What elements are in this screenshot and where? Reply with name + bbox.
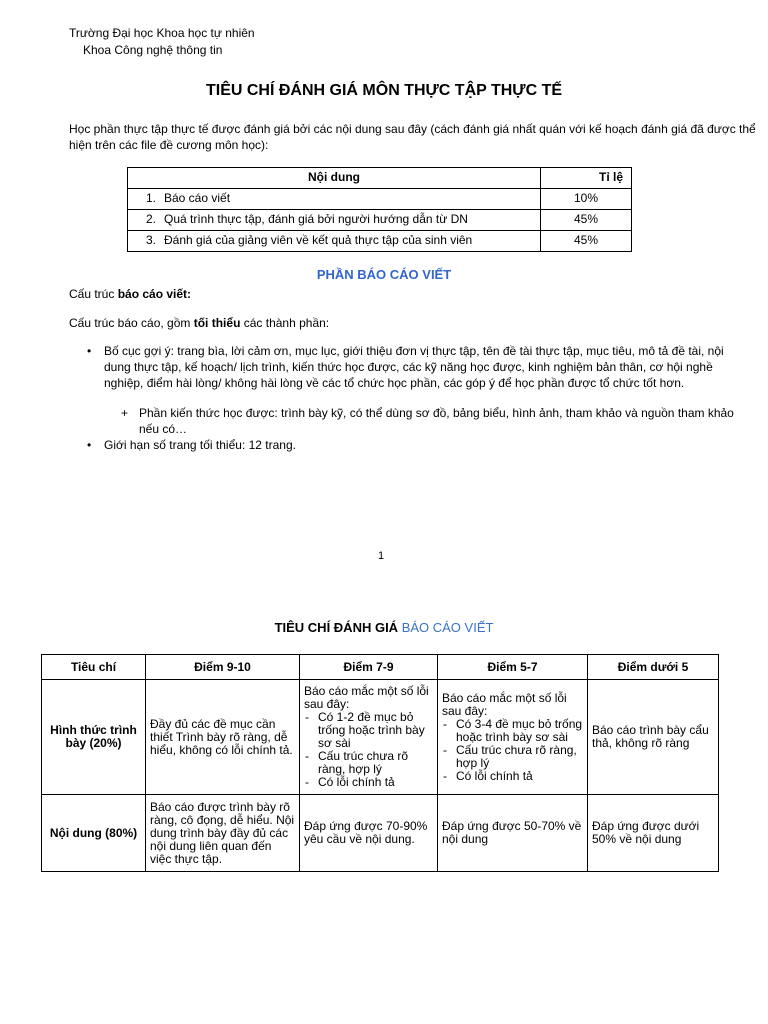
plus-marker: +	[121, 406, 129, 420]
table-row	[128, 189, 632, 210]
error-list	[442, 718, 583, 783]
list-item: - Có lỗi chính tả	[442, 770, 583, 783]
row-number: 1.	[146, 191, 157, 205]
header-score-below-5: Điểm dưới 5	[588, 655, 719, 680]
structure-label-prefix: Cấu trúc	[69, 287, 118, 301]
bullet-list-2	[69, 437, 731, 453]
format-score-5-7	[438, 680, 588, 795]
structure-label-bold: báo cáo viết:	[117, 287, 192, 301]
header-criterion: Tiêu chí	[42, 655, 146, 680]
structure-line-suffix: các thành phần:	[240, 316, 330, 330]
content-score-7-9: Đáp ứng được 70-90% yêu cầu về nội dung.	[300, 795, 438, 872]
weights-table	[127, 167, 632, 252]
weights-header-ratio: Tỉ lệ	[541, 168, 632, 189]
list-item: • Bố cục gợi ý: trang bìa, lời cảm ơn, mục lục, giới thiệu đơn vị thực tập, tên đề tài thực tập, mục tiêu, mô tả đề tài, nội dung thực tập, kế hoạch/ lịch trình, kiến thức học được, các kỹ năng học được, kinh nghiệm bản thân, cơ hội nghề nghiệp, điểm hài lòng/ không hài lòng về các tổ chức học phần, các góp ý để học phần được tổ chức tốt hơn.	[69, 343, 731, 391]
criterion-format: Hình thức trình bày (20%)	[42, 680, 146, 795]
weights-cell-content	[128, 210, 541, 231]
bullet-list	[69, 343, 731, 391]
table-row	[128, 231, 632, 252]
structure-line-bold: tối thiểu	[193, 316, 241, 330]
row-content: Quá trình thực tập, đánh giá bởi người hướng dẫn từ DN	[164, 212, 468, 226]
weights-cell-ratio: 10%	[541, 189, 632, 210]
list-item: - Cấu trúc chưa rõ ràng, hợp lý	[442, 744, 583, 770]
content-score-5-7: Đáp ứng được 50-70% về nội dung	[438, 795, 588, 872]
table-row	[42, 680, 719, 795]
weights-cell-content	[128, 231, 541, 252]
weights-cell-ratio: 45%	[541, 231, 632, 252]
sub-bullet	[121, 405, 749, 437]
header-score-9-10: Điểm 9-10	[146, 655, 300, 680]
structure-label	[69, 286, 191, 302]
criteria-header-row	[42, 655, 719, 680]
list-item: - Cấu trúc chưa rõ ràng, hợp lý	[304, 750, 433, 776]
weights-cell-ratio: 45%	[541, 210, 632, 231]
criteria-title	[0, 620, 768, 635]
criteria-title-black: TIÊU CHÍ ĐÁNH GIÁ	[274, 620, 402, 635]
structure-line	[69, 315, 329, 331]
sub-bullet-text: Phần kiến thức học được: trình bày kỹ, có thể dùng sơ đồ, bảng biểu, hình ảnh, tham khảo và nguồn tham khảo nếu có…	[139, 406, 734, 436]
header-score-7-9: Điểm 7-9	[300, 655, 438, 680]
list-item: - Có 3-4 đề mục bỏ trống hoặc trình bày sơ sài	[442, 718, 583, 744]
format-score-below-5: Báo cáo trình bày cẩu thả, không rõ ràng	[588, 680, 719, 795]
table-row	[42, 795, 719, 872]
criterion-content: Nội dung (80%)	[42, 795, 146, 872]
header-score-5-7: Điểm 5-7	[438, 655, 588, 680]
row-content: Đánh giá của giảng viên về kết quả thực tập của sinh viên	[164, 233, 473, 247]
list-item: - Có 1-2 đề mục bỏ trống hoặc trình bày sơ sài	[304, 711, 433, 750]
weights-header-row	[128, 168, 632, 189]
content-score-below-5: Đáp ứng được dưới 50% về nội dung	[588, 795, 719, 872]
row-content: Báo cáo viết	[164, 191, 231, 205]
structure-line-prefix: Cấu trúc báo cáo, gồm	[69, 316, 194, 330]
weights-cell-content	[128, 189, 541, 210]
cell-intro: Báo cáo mắc một số lỗi sau đây:	[304, 684, 429, 711]
row-number: 2.	[146, 212, 157, 226]
faculty-name: Khoa Công nghệ thông tin	[83, 43, 223, 57]
list-item: • Giới hạn số trang tối thiểu: 12 trang.	[69, 437, 731, 453]
error-list	[304, 711, 433, 789]
page-title: TIÊU CHÍ ĐÁNH GIÁ MÔN THỰC TẬP THỰC TẾ	[205, 82, 563, 99]
format-score-9-10: Đầy đủ các đề mục cần thiết Trình bày rõ ràng, dễ hiểu, không có lỗi chính tả.	[146, 680, 300, 795]
page-number: 1	[377, 550, 385, 562]
intro-paragraph: Học phần thực tập thực tế được đánh giá bởi các nội dung sau đây (cách đánh giá nhất quán với kế hoạch đánh giá đã được thể hiện trên các file đề cương môn học):	[69, 122, 756, 152]
weights-header-content: Nội dung	[128, 168, 541, 189]
format-score-7-9	[300, 680, 438, 795]
criteria-table	[41, 654, 719, 872]
university-name: Trường Đại học Khoa học tự nhiên	[69, 26, 255, 40]
cell-intro: Báo cáo mắc một số lỗi sau đây:	[442, 690, 567, 718]
table-row	[128, 210, 632, 231]
section-heading: PHẦN BÁO CÁO VIẾT	[316, 267, 452, 282]
list-item: - Có lỗi chính tả	[304, 776, 433, 789]
row-number: 3.	[146, 233, 157, 247]
content-score-9-10: Báo cáo được trình bày rõ ràng, cô đọng, dễ hiểu. Nội dung trình bày đầy đủ các nội dung liên quan đến việc thực tập.	[146, 795, 300, 872]
criteria-title-blue: BÁO CÁO VIẾT	[401, 620, 494, 635]
